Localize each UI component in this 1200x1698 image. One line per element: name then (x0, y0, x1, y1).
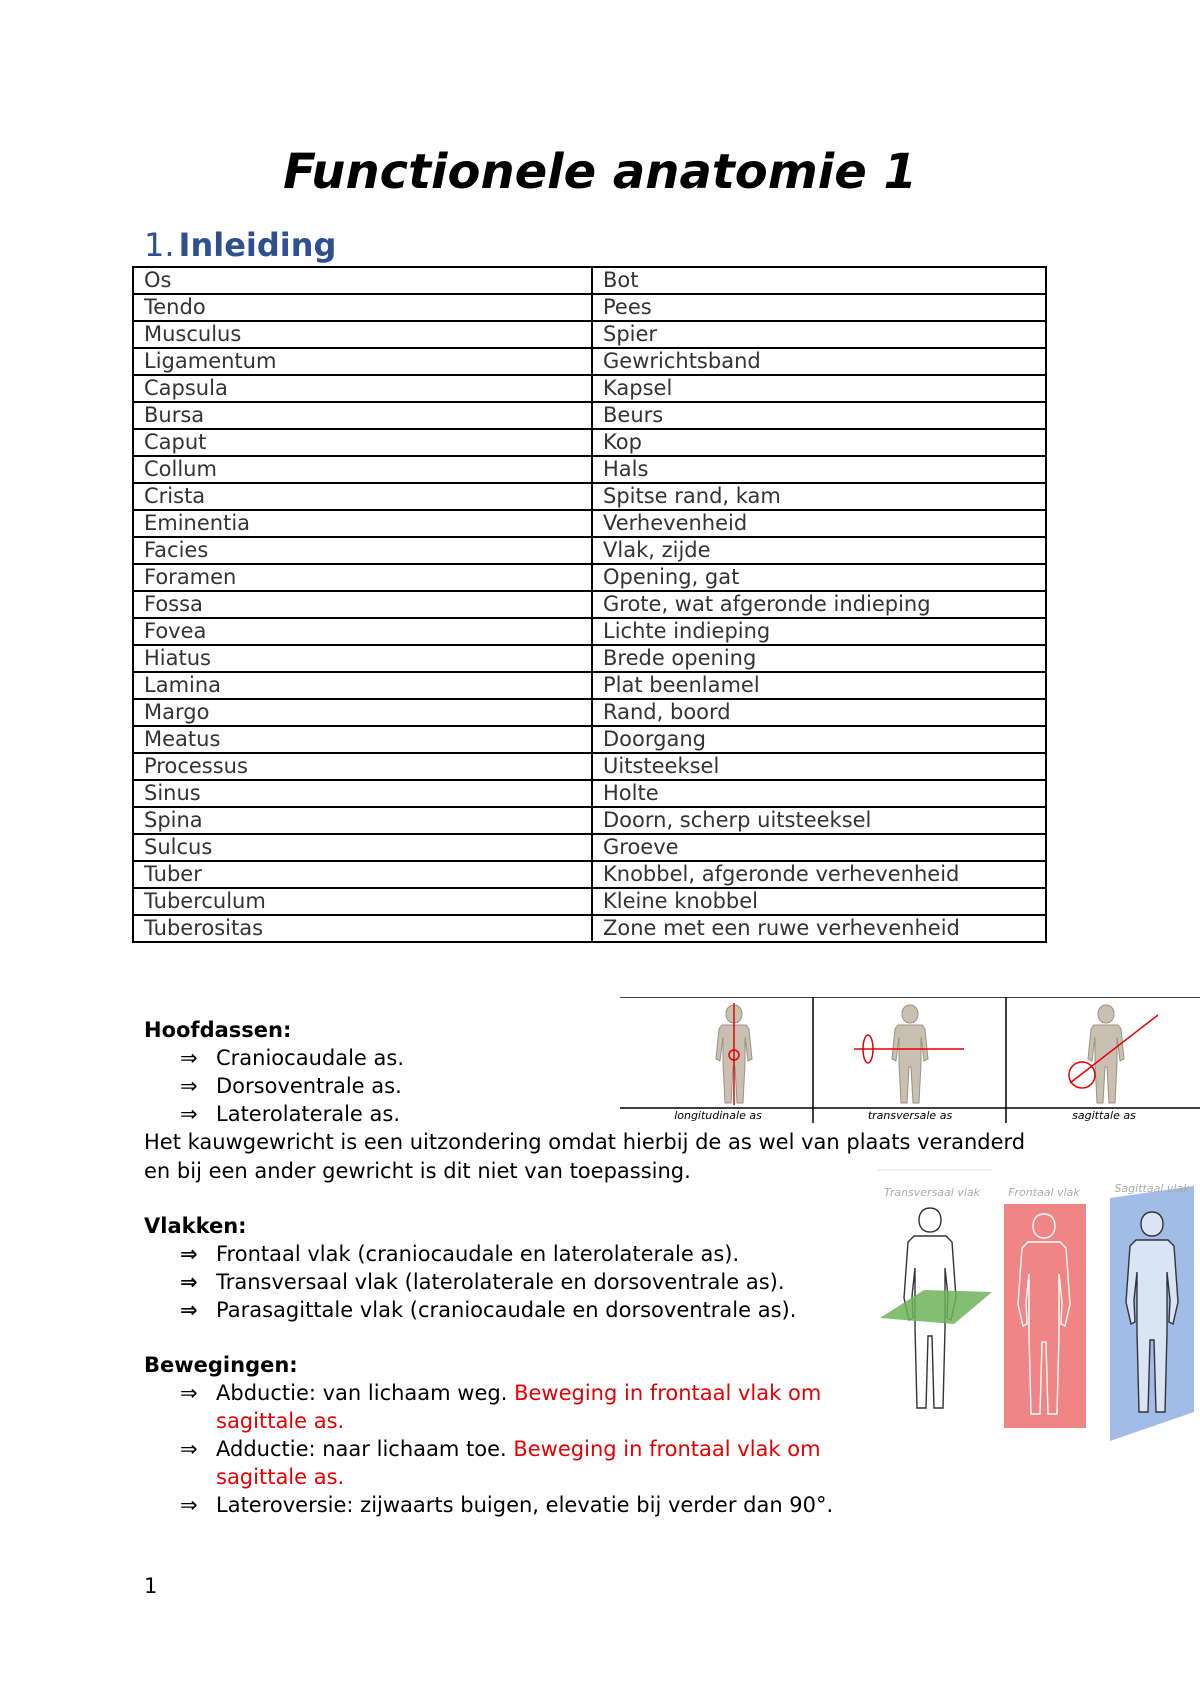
hoofdassen-label: Hoofdassen: (144, 1018, 292, 1042)
latin-term-cell: Tendo (133, 294, 592, 321)
latin-term-cell: Collum (133, 456, 592, 483)
transverse-axis-figure (854, 1005, 964, 1103)
list-item: ⇒ Parasagittale vlak (craniocaudale en dorsoventrale as). (180, 1298, 797, 1322)
vlakken-list (144, 1240, 796, 1324)
dutch-translation-cell: Beurs (592, 402, 1046, 429)
dutch-translation-cell: Rand, boord (592, 699, 1046, 726)
latin-term-cell: Tuberculum (133, 888, 592, 915)
table-row (133, 294, 1046, 321)
caption-transverse-plane: Transversaal vlak (883, 1186, 981, 1199)
latin-term-cell: Capsula (133, 375, 592, 402)
latin-term-cell: Crista (133, 483, 592, 510)
anatomical-axes-figure (620, 997, 1200, 1123)
human-figure (1088, 1005, 1124, 1103)
dutch-translation-cell: Spitse rand, kam (592, 483, 1046, 510)
table-row (133, 564, 1046, 591)
list-item: ⇒ Dorsoventrale as. (180, 1074, 402, 1098)
latin-term-cell: Tuberositas (133, 915, 592, 942)
table-row (133, 645, 1046, 672)
page-number: 1 (144, 1574, 158, 1598)
table-row (133, 456, 1046, 483)
caption-sagittal-plane: Sagittaal vlak (1114, 1182, 1190, 1195)
dutch-translation-cell: Gewrichtsband (592, 348, 1046, 375)
table-row (133, 618, 1046, 645)
document-title: Functionele anatomie 1 (283, 144, 917, 200)
latin-term-cell: Processus (133, 753, 592, 780)
table-row (133, 888, 1046, 915)
list-item: ⇒ Adductie: naar lichaam toe. Beweging in frontaal vlak om sagittale as. (180, 1437, 821, 1489)
dutch-translation-cell: Kop (592, 429, 1046, 456)
table-row (133, 537, 1046, 564)
arrow-icon: ⇒ (180, 1493, 198, 1517)
human-figure (892, 1005, 928, 1103)
table-row (133, 699, 1046, 726)
latin-term-cell: Os (133, 267, 592, 294)
latin-term-cell: Facies (133, 537, 592, 564)
list-item: ⇒ Craniocaudale as. (180, 1046, 404, 1070)
table-row (133, 267, 1046, 294)
dutch-translation-cell: Verhevenheid (592, 510, 1046, 537)
dutch-translation-cell: Uitsteeksel (592, 753, 1046, 780)
latin-term-cell: Lamina (133, 672, 592, 699)
dutch-translation-cell: Brede opening (592, 645, 1046, 672)
hoofdassen-section (144, 1016, 404, 1128)
list-item: ⇒ Laterolaterale as. (180, 1102, 401, 1126)
dutch-translation-cell: Vlak, zijde (592, 537, 1046, 564)
list-item: ⇒ Transversaal vlak (laterolaterale en dorsoventrale as). (180, 1270, 785, 1294)
longitudinal-axis-figure (716, 1003, 752, 1105)
latin-term-cell: Eminentia (133, 510, 592, 537)
dutch-translation-cell: Doorgang (592, 726, 1046, 753)
bewegingen-label: Bewegingen: (144, 1353, 298, 1377)
table-row (133, 915, 1046, 942)
caption-frontal-plane: Frontaal vlak (1008, 1186, 1080, 1199)
section-number: 1. (144, 226, 175, 264)
caption-transverse-axis: transversale as (867, 1109, 953, 1122)
vlakken-section (144, 1212, 796, 1324)
dutch-translation-cell: Plat beenlamel (592, 672, 1046, 699)
arrow-icon: ⇒ (180, 1046, 198, 1070)
bewegingen-list (144, 1379, 844, 1519)
table-row (133, 429, 1046, 456)
sagittal-axis-figure (1069, 1005, 1158, 1103)
table-row (133, 591, 1046, 618)
table-row (133, 726, 1046, 753)
list-item: ⇒ Lateroversie: zijwaarts buigen, elevatie bij verder dan 90°. (180, 1493, 834, 1517)
hoofdassen-list (144, 1044, 404, 1128)
table-row (133, 807, 1046, 834)
dutch-translation-cell: Kleine knobbel (592, 888, 1046, 915)
arrow-icon: ⇒ (180, 1270, 198, 1294)
latin-term-cell: Sinus (133, 780, 592, 807)
dutch-translation-cell: Spier (592, 321, 1046, 348)
table-row (133, 348, 1046, 375)
latin-term-cell: Spina (133, 807, 592, 834)
table-row (133, 834, 1046, 861)
latin-term-cell: Foramen (133, 564, 592, 591)
arrow-icon: ⇒ (180, 1381, 198, 1405)
table-row (133, 672, 1046, 699)
dutch-translation-cell: Zone met een ruwe verhevenheid (592, 915, 1046, 942)
latin-term-cell: Sulcus (133, 834, 592, 861)
arrow-icon: ⇒ (180, 1242, 198, 1266)
kauwgewricht-paragraph: Het kauwgewricht is een uitzondering omdat hierbij de as wel van plaats veranderd en bij een ander gewricht is dit niet van toepassing. (144, 1130, 1026, 1183)
dutch-translation-cell: Bot (592, 267, 1046, 294)
latin-term-cell: Fovea (133, 618, 592, 645)
caption-longitudinal-axis: longitudinale as (674, 1109, 762, 1122)
latin-term-cell: Hiatus (133, 645, 592, 672)
latin-term-cell: Ligamentum (133, 348, 592, 375)
dutch-translation-cell: Hals (592, 456, 1046, 483)
arrow-icon: ⇒ (180, 1437, 198, 1461)
section-title: Inleiding (178, 226, 337, 264)
dutch-translation-cell: Lichte indieping (592, 618, 1046, 645)
arrow-icon: ⇒ (180, 1102, 198, 1126)
dutch-translation-cell: Knobbel, afgeronde verhevenheid (592, 861, 1046, 888)
table-row (133, 753, 1046, 780)
table-row (133, 321, 1046, 348)
latin-term-cell: Tuber (133, 861, 592, 888)
dutch-translation-cell: Groeve (592, 834, 1046, 861)
table-row (133, 483, 1046, 510)
latin-term-cell: Margo (133, 699, 592, 726)
section-heading (144, 225, 336, 265)
latin-term-cell: Musculus (133, 321, 592, 348)
list-item: ⇒ Abductie: van lichaam weg. Beweging in frontaal vlak om sagittale as. (180, 1381, 822, 1433)
dutch-translation-cell: Kapsel (592, 375, 1046, 402)
arrow-icon: ⇒ (180, 1298, 198, 1322)
transverse-plane (880, 1290, 992, 1324)
table-row (133, 780, 1046, 807)
table-row (133, 402, 1046, 429)
latin-term-cell: Fossa (133, 591, 592, 618)
latin-term-cell: Meatus (133, 726, 592, 753)
dutch-translation-cell: Grote, wat afgeronde indieping (592, 591, 1046, 618)
bewegingen-section (144, 1351, 844, 1519)
terms-table (132, 266, 1047, 943)
table-row (133, 375, 1046, 402)
table-row (133, 510, 1046, 537)
latin-term-cell: Bursa (133, 402, 592, 429)
dutch-translation-cell: Doorn, scherp uitsteeksel (592, 807, 1046, 834)
caption-sagittal-axis: sagittale as (1072, 1109, 1136, 1122)
latin-term-cell: Caput (133, 429, 592, 456)
body-planes-figure (872, 1168, 1200, 1448)
dutch-translation-cell: Pees (592, 294, 1046, 321)
arrow-icon: ⇒ (180, 1074, 198, 1098)
table-row (133, 861, 1046, 888)
dutch-translation-cell: Holte (592, 780, 1046, 807)
dutch-translation-cell: Opening, gat (592, 564, 1046, 591)
list-item: ⇒ Frontaal vlak (craniocaudale en laterolaterale as). (180, 1242, 740, 1266)
vlakken-label: Vlakken: (144, 1214, 247, 1238)
